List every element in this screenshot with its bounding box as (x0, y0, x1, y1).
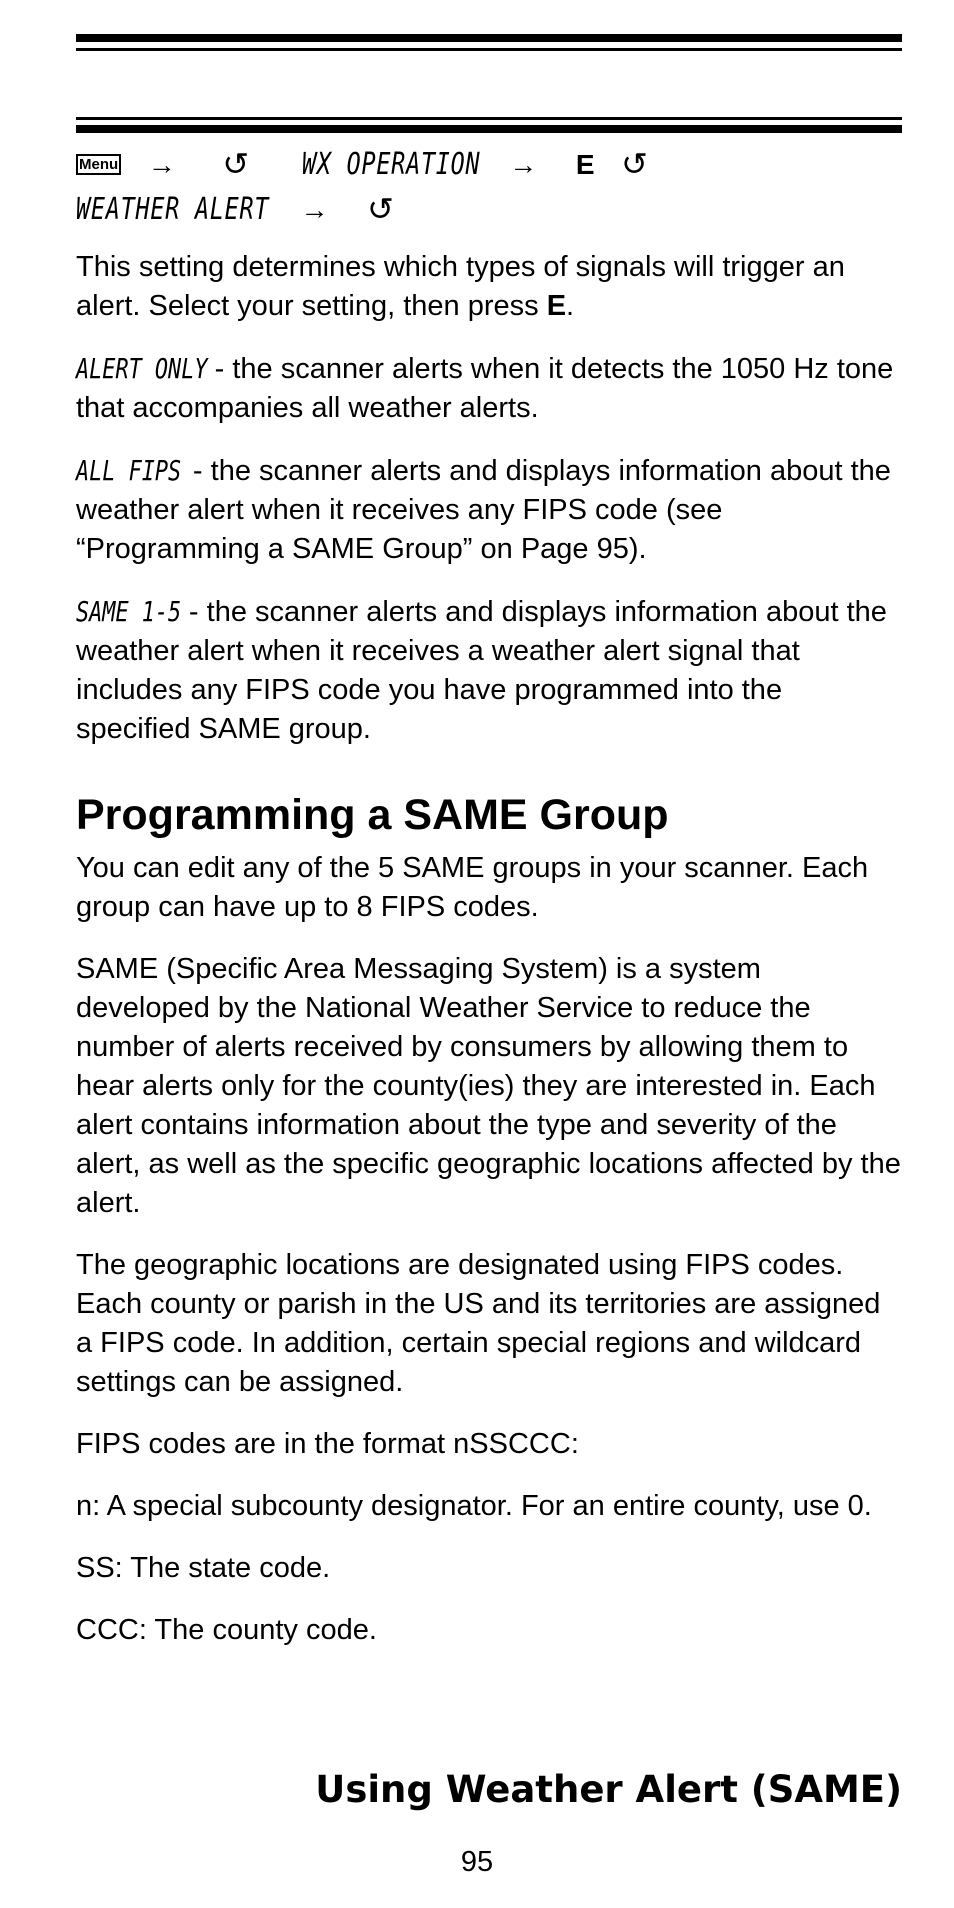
option-same-1-5 (76, 592, 902, 749)
footer-chapter-title: Using Weather Alert (SAME) (315, 1768, 902, 1811)
section-paragraph-5: n: A special subcounty designator. For an entire county, use 0. (76, 1490, 872, 1522)
arrow-right-icon: → (509, 149, 538, 181)
option-all-fips (76, 451, 902, 569)
menu-key-icon: Menu (76, 154, 121, 175)
section-paragraph-7: CCC: The county code. (76, 1614, 377, 1646)
menu-path-line-2 (76, 185, 902, 230)
rotate-knob-icon: ↺ (621, 146, 648, 183)
section-heading: Programming a SAME Group (76, 791, 669, 839)
page-number: 95 (460, 1846, 494, 1878)
intro-paragraph (76, 248, 902, 326)
lcd-alert-only: ALERT ONLY (76, 352, 208, 385)
arrow-right-icon: → (147, 149, 176, 181)
option-description: - the scanner alerts and displays information about the weather alert when it receives any FIPS code (see “Programming a SAME Group” on Page 95). (76, 455, 891, 565)
arrow-right-icon: → (300, 194, 329, 226)
menu-path-line-1 (76, 140, 902, 185)
page-content (76, 140, 902, 1650)
header-rule-thick (76, 34, 902, 42)
lcd-wx-operation: WX OPERATION (301, 147, 481, 183)
rotate-knob-icon: ↺ (367, 191, 394, 228)
option-description: - the scanner alerts when it detects the 1050 Hz tone that accompanies all weather alerts. (76, 353, 894, 424)
section-paragraph-3: The geographic locations are designated using FIPS codes. Each county or parish in the US and its territories are assigned a FIPS code. In addition, certain special regions and wildcard settings can be assigned. (76, 1249, 881, 1398)
header-rule-thin (76, 48, 902, 51)
option-alert-only (76, 349, 902, 428)
intro-text: This setting determines which types of signals will trigger an alert. Select your setting, then press (76, 251, 845, 322)
section-paragraph-6: SS: The state code. (76, 1552, 331, 1584)
subheader-rule-thin (76, 117, 902, 120)
rotate-knob-icon: ↺ (222, 146, 250, 183)
section-paragraph-2: SAME (Specific Area Messaging System) is a system developed by the National Weather Service to reduce the number of alerts received by consumers by allowing them to hear alerts only for the county(ies) they are interested in. Each alert contains information about the type and severity of the alert, as well as the specific geographic locations affected by the alert. (76, 953, 901, 1219)
lcd-all-fips: ALL FIPS (76, 454, 182, 487)
subheader-rule-thick (76, 125, 902, 133)
section-paragraph-1: You can edit any of the 5 SAME groups in your scanner. Each group can have up to 8 FIPS codes. (76, 852, 869, 923)
lcd-same-1-5: SAME 1-5 (76, 595, 182, 628)
lcd-weather-alert: WEATHER ALERT (76, 192, 270, 228)
e-key-icon: E (575, 149, 595, 181)
intro-text-end: . (566, 290, 575, 322)
e-key-label: E (546, 290, 567, 322)
option-description: - the scanner alerts and displays information about the weather alert when it receives a weather alert signal that includes any FIPS code you have programmed into the specified SAME group. (76, 596, 887, 745)
section-paragraph-4: FIPS codes are in the format nSSCCC: (76, 1428, 579, 1460)
